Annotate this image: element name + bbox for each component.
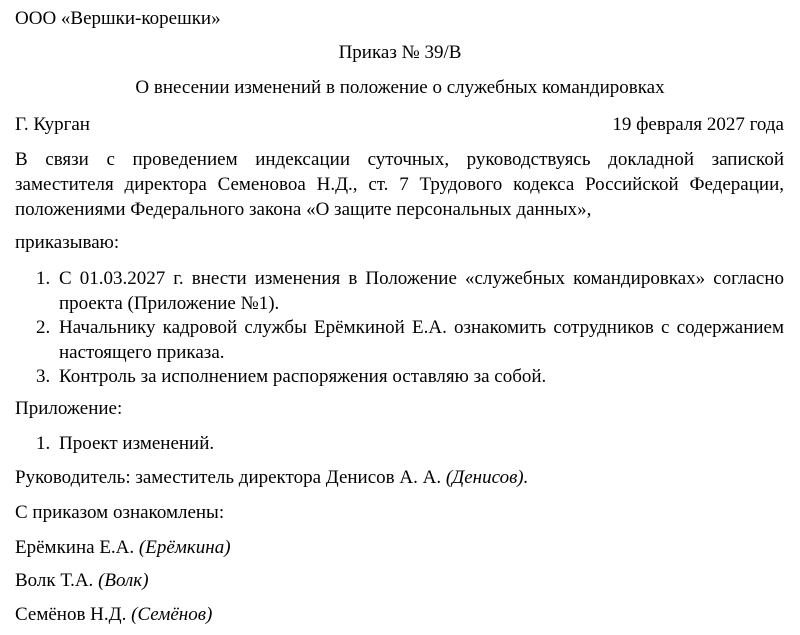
company-name: ООО «Вершки-корешки» <box>15 8 221 29</box>
director-text: Руководитель: заместитель директора Денисов А. А. <box>15 467 442 488</box>
item-number: 1. <box>36 433 51 454</box>
order-item-2 <box>36 315 784 365</box>
order-item-1 <box>36 266 784 316</box>
appendix-item-1 <box>36 431 784 456</box>
item-text: Проект изменений. <box>59 433 215 454</box>
acknowledged-person-1 <box>15 537 231 559</box>
item-number: 2. <box>36 317 51 338</box>
appendix-label: Приложение: <box>15 398 123 419</box>
acknowledged-person-2 <box>15 570 149 592</box>
order-subject: О внесении изменений в положение о служебных командировках <box>135 77 665 98</box>
person-name: Ерёмкина Е.А. <box>15 537 135 558</box>
person-signature: (Семёнов) <box>131 604 213 625</box>
person-name: Волк Т.А. <box>15 570 94 591</box>
item-text: С 01.03.2027 г. внести изменения в Положение «служебных командировках» согласно проекта (Приложение №1). <box>59 268 784 314</box>
city: Г. Курган <box>15 114 90 135</box>
person-signature: (Ерёмкина) <box>138 537 231 558</box>
item-text: Контроль за исполнением распоряжения оставляю за собой. <box>59 366 547 387</box>
item-text: Начальнику кадровой службы Ерёмкиной Е.А. ознакомить сотрудников с содержанием настоящего приказа. <box>59 317 784 363</box>
preamble: В связи с проведением индексации суточных, руководствуясь докладной запиской заместителя директора Семеновоа Н.Д., ст. 7 Трудового кодекса Российской Федерации, положениями Федерального закона «О защите персональных данных», <box>15 149 784 220</box>
order-title: Приказ № 39/В <box>338 42 462 63</box>
order-date: 19 февраля 2027 года <box>612 114 784 135</box>
director-signature: (Денисов). <box>445 467 529 488</box>
item-number: 1. <box>36 268 51 289</box>
order-word: приказываю: <box>15 232 120 253</box>
item-number: 3. <box>36 366 51 387</box>
director-signature-line <box>15 467 528 489</box>
order-item-3 <box>36 364 784 389</box>
acknowledged-person-3 <box>15 604 212 626</box>
acknowledged-label: С приказом ознакомлены: <box>15 502 225 523</box>
person-signature: (Волк) <box>98 570 149 591</box>
person-name: Семёнов Н.Д. <box>15 604 127 625</box>
